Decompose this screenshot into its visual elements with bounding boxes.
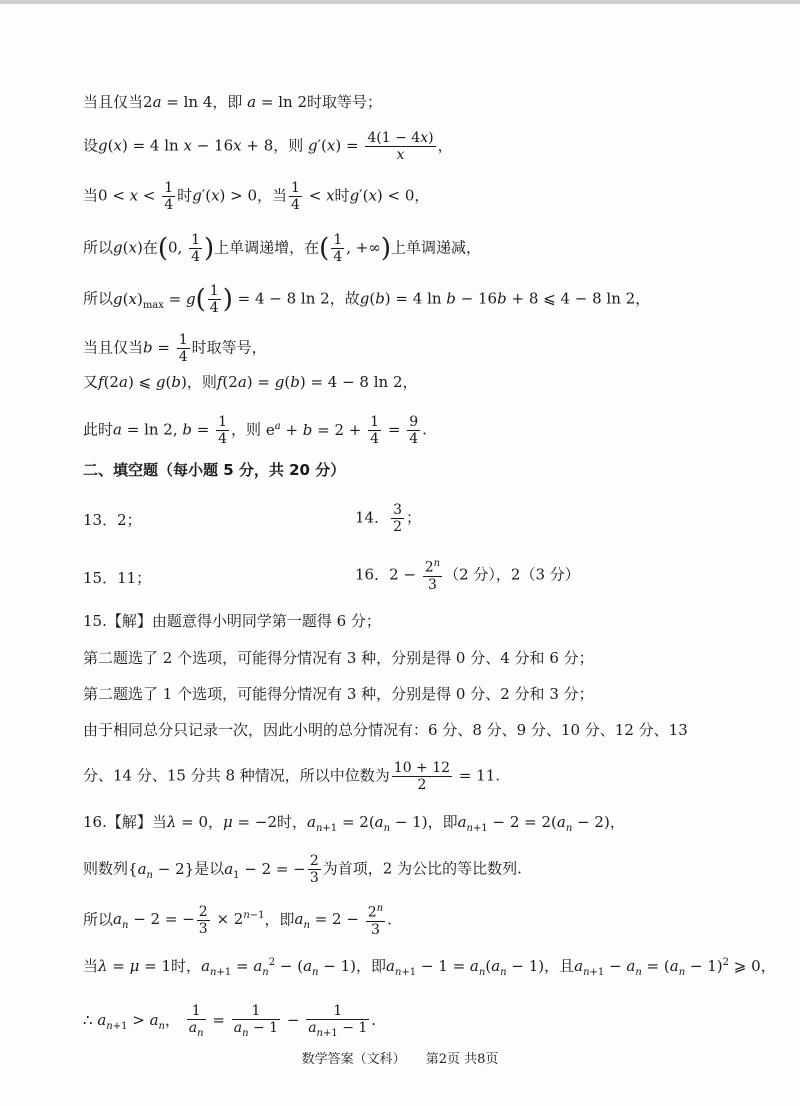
solution-15-p1: 15.【解】由题意得小明同学第一题得 6 分； bbox=[83, 612, 381, 630]
footer-subject: 数学答案（文科） bbox=[301, 1052, 406, 1067]
text-line-2: 设g(x) = 4 ln x − 16x + 8，则 g′(x) = $\frac{4(1 - 4x)}{x}$ ， bbox=[83, 130, 453, 164]
section-title: 二、填空题（每小题 5 分，共 20 分） bbox=[83, 461, 346, 479]
page-footer bbox=[0, 1048, 800, 1067]
text-line-1: 当且仅当2a = ln 4，即 a = ln 2时取等号； bbox=[83, 93, 383, 111]
solution-15-p5: 分、14 分、15 分共 8 种情况，所以中位数为 $\frac{10 + 12}{2}$ = 11. bbox=[83, 760, 501, 794]
solution-16-p5: ∴ $a_{n+1} > a_n$， $\frac{1}{a_n}$ = $\frac{1}{a_n - 1}$ − $\frac{1}{a_{n+1} - 1}$ . bbox=[83, 1003, 377, 1039]
fraction: $\frac{4(1 - 4x)}{x}$ bbox=[367, 130, 434, 164]
solution-15-p2: 第二题选了 2 个选项，可能得分情况有 3 种，分别是得 0 分、4 分和 6 分； bbox=[83, 649, 594, 667]
solution-16-p1: 16.【解】当λ = 0，μ = −2时，$a_{n+1} = 2(a_n - 1)$，即$a_{n+1} - 2 = 2(a_n - 2)$， bbox=[83, 813, 625, 834]
solution-16-p2: 则数列$\{a_n - 2\}$是以$a_1 - 2$ = − $\frac{2}{3}$ 为首项，2 为公比的等比数列. bbox=[83, 853, 522, 887]
text-line-4: 所以g(x)在(0, $\frac{1}{4}$ )上单调递增，在( $\frac{1}{4}$ , +∞)上单调递减， bbox=[83, 232, 482, 266]
solution-15-p4: 由于相同总分只记录一次，因此小明的总分情况有：6 分、8 分、9 分、10 分、12 分、13 bbox=[83, 721, 688, 739]
answer-14: 14． $\frac{3}{2}$ ； bbox=[355, 502, 422, 536]
solution-16-p3: 所以$a_n - 2$ = − $\frac{2}{3}$ × $2^{n-1}$，即$a_n = 2$ − $\frac{2^n}{3}$ . bbox=[83, 903, 392, 938]
answer-15: 15．11； bbox=[83, 569, 152, 587]
solution-15-p3: 第二题选了 1 个选项，可能得分情况有 3 种，分别是得 0 分、2 分和 3 分； bbox=[83, 685, 594, 703]
text-line-7: 又f(2a) ⩽ g(b)，则f(2a) = g(b) = 4 − 8 ln 2， bbox=[83, 373, 418, 391]
text-line-5: 所以$g(x)_{max} = g$( $\frac{1}{4}$ ) = 4 − 8 ln 2，故g(b) = 4 ln b − 16b + 8 ⩽ 4 − 8 ln 2， bbox=[83, 283, 651, 317]
answer-16: 16．2 − $\frac{2^n}{3}$ （2 分），2（3 分） bbox=[355, 558, 580, 593]
text-line-3: 当0 < x < $\frac{1}{4}$ 时g′(x) > 0，当 $\frac{1}{4}$ < x时g′(x) < 0， bbox=[83, 180, 430, 214]
text-line-6: 当且仅当b = $\frac{1}{4}$ 时取等号， bbox=[83, 332, 267, 366]
solution-16-p4: 当λ = μ = 1时，$a_{n+1} = a_n^2 - (a_n - 1)$，即$a_{n+1} - 1 = a_n(a_n - 1)$，且$a_{n+1} - a_n = (a_n - 1)^2$ ⩾ 0， bbox=[83, 957, 776, 978]
top-border bbox=[0, 0, 800, 4]
text-line-8: 此时a = ln 2, b = $\frac{1}{4}$ ，则 $e^a + b = 2$ + $\frac{1}{4}$ = $\frac{9}{4}$ . bbox=[83, 414, 427, 448]
answer-13: 13．2； bbox=[83, 511, 142, 529]
footer-page-number: 第2页 共8页 bbox=[425, 1052, 499, 1067]
